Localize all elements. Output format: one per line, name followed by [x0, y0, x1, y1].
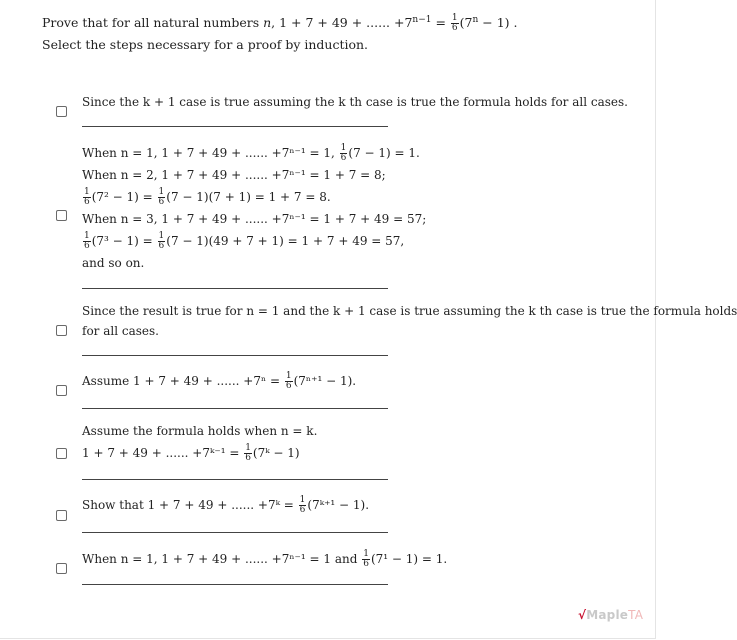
option-checkbox-4[interactable] [56, 385, 67, 396]
option-line-2-3: $\frac{1}{6}$ (7² − 1) = $\frac{1}{6}$ (7 − 1)(7 + 1) = 1 + 7 = 8. [84, 187, 331, 207]
question-prompt: Prove that for all natural numbers n, 1 + 7 + 49 + ...... $+7^{n-1}$ = $\frac{1}{6}$ $(7^n - 1)$ . [42, 13, 518, 34]
option-line-2-2: When n = 2, 1 + 7 + 49 + ...... +7ⁿ⁻¹ = 1 + 7 = 8; [82, 168, 386, 182]
fraction: $\frac{1}{6}$ [451, 13, 458, 34]
option-line-3-2: for all cases. [82, 324, 159, 338]
option-checkbox-2[interactable] [56, 210, 67, 221]
option-line-2-6: and so on. [82, 256, 145, 270]
option-divider-7 [82, 584, 388, 585]
option-text-6: Show that 1 + 7 + 49 + ...... +7ᵏ = $\frac{1}{6}$ (7ᵏ⁺¹ − 1). [82, 495, 370, 515]
option-divider-3 [82, 355, 388, 356]
option-divider-6 [82, 532, 388, 533]
option-text-4: Assume 1 + 7 + 49 + ...... +7ⁿ = $\frac{1}{6}$ (7ⁿ⁺¹ − 1). [82, 371, 357, 391]
option-checkbox-5[interactable] [56, 448, 67, 459]
option-divider-2 [82, 288, 388, 289]
option-line-2-5: $\frac{1}{6}$ (7³ − 1) = $\frac{1}{6}$ (7 − 1)(49 + 7 + 1) = 1 + 7 + 49 = 57, [84, 231, 405, 251]
option-checkbox-7[interactable] [56, 563, 67, 574]
option-line-3-1: Since the result is true for n = 1 and the k + 1 case is true assuming the k th case is true the formula holds [82, 304, 737, 318]
option-divider-1 [82, 126, 388, 127]
option-checkbox-3[interactable] [56, 325, 67, 336]
option-divider-4 [82, 408, 388, 409]
option-checkbox-1[interactable] [56, 106, 67, 117]
maple-ta-logo: √MapleTA [578, 608, 644, 622]
option-line-5-2: 1 + 7 + 49 + ...... +7ᵏ⁻¹ = $\frac{1}{6}$ (7ᵏ − 1) [82, 443, 300, 463]
question-instruction: Select the steps necessary for a proof by induction. [42, 37, 369, 52]
option-divider-5 [82, 479, 388, 480]
option-line-2-1: When n = 1, 1 + 7 + 49 + ...... +7ⁿ⁻¹ = 1, $\frac{1}{6}$ (7 − 1) = 1. [82, 143, 420, 163]
option-line-2-4: When n = 3, 1 + 7 + 49 + ...... +7ⁿ⁻¹ = 1 + 7 + 49 = 57; [82, 212, 427, 226]
option-line-5-1: Assume the formula holds when n = k. [82, 424, 318, 438]
option-text-7: When n = 1, 1 + 7 + 49 + ...... +7ⁿ⁻¹ = 1 and $\frac{1}{6}$ (7¹ − 1) = 1. [82, 549, 448, 569]
option-text-1: Since the k + 1 case is true assuming the k th case is true the formula holds for all cases. [82, 95, 628, 109]
option-checkbox-6[interactable] [56, 510, 67, 521]
